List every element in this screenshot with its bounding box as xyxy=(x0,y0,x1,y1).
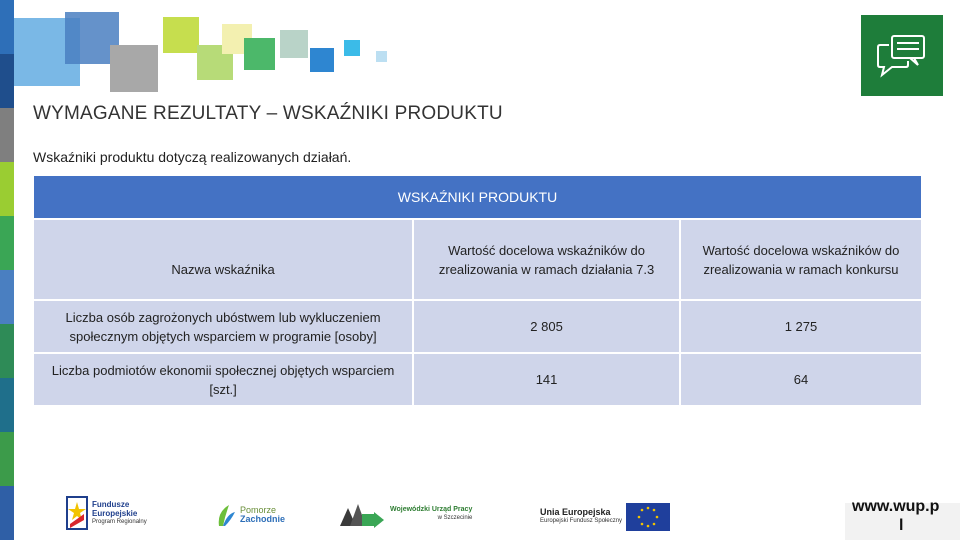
table-row xyxy=(33,353,922,406)
fe-star-icon xyxy=(66,496,88,530)
row-action-value: 141 xyxy=(413,353,680,406)
row-contest-value: 64 xyxy=(680,353,922,406)
logo-fundusze-europejskie: Fundusze Europejskie Program Regionalny xyxy=(66,496,147,530)
page-subtitle: Wskaźniki produktu dotyczą realizowanych działań. xyxy=(33,149,352,165)
website-link[interactable]: www.wup.p xyxy=(852,498,940,515)
row-name: Liczba osób zagrożonych ubóstwem lub wykluczeniem społecznym objętych wsparciem w programie [osoby] xyxy=(33,300,413,353)
eu-flag-icon xyxy=(626,503,670,531)
column-header-action-value: Wartość docelowa wskaźników do zrealizowania w ramach działania 7.3 xyxy=(413,219,680,300)
left-color-strip xyxy=(0,0,14,540)
table-header-row xyxy=(33,219,922,300)
indicators-table xyxy=(32,174,923,407)
page-title: WYMAGANE REZULTATY – WSKAŹNIKI PRODUKTU xyxy=(33,103,503,124)
row-contest-value: 1 275 xyxy=(680,300,922,353)
logo-unia-europejska: Unia Europejska Europejski Fundusz Społeczny xyxy=(540,503,670,531)
table-row xyxy=(33,300,922,353)
website-link-continuation[interactable]: l xyxy=(899,517,904,534)
wup-blocks-icon xyxy=(338,500,386,528)
row-name: Liczba podmiotów ekonomii społecznej objętych wsparciem [szt.] xyxy=(33,353,413,406)
chat-bubbles-icon xyxy=(876,33,928,79)
column-header-name: Nazwa wskaźnika xyxy=(33,219,413,300)
table-caption: WSKAŹNIKI PRODUKTU xyxy=(33,175,922,219)
column-header-contest-value: Wartość docelowa wskaźników do zrealizowania w ramach konkursu xyxy=(680,219,922,300)
logo-pomorze-zachodnie: Pomorze Zachodnie xyxy=(215,502,285,528)
logo-wup-szczecin: Wojewódzki Urząd Pracy w Szczecinie xyxy=(338,500,472,528)
row-action-value: 2 805 xyxy=(413,300,680,353)
chat-button[interactable] xyxy=(861,15,943,96)
pomorze-leaf-icon xyxy=(215,502,237,528)
